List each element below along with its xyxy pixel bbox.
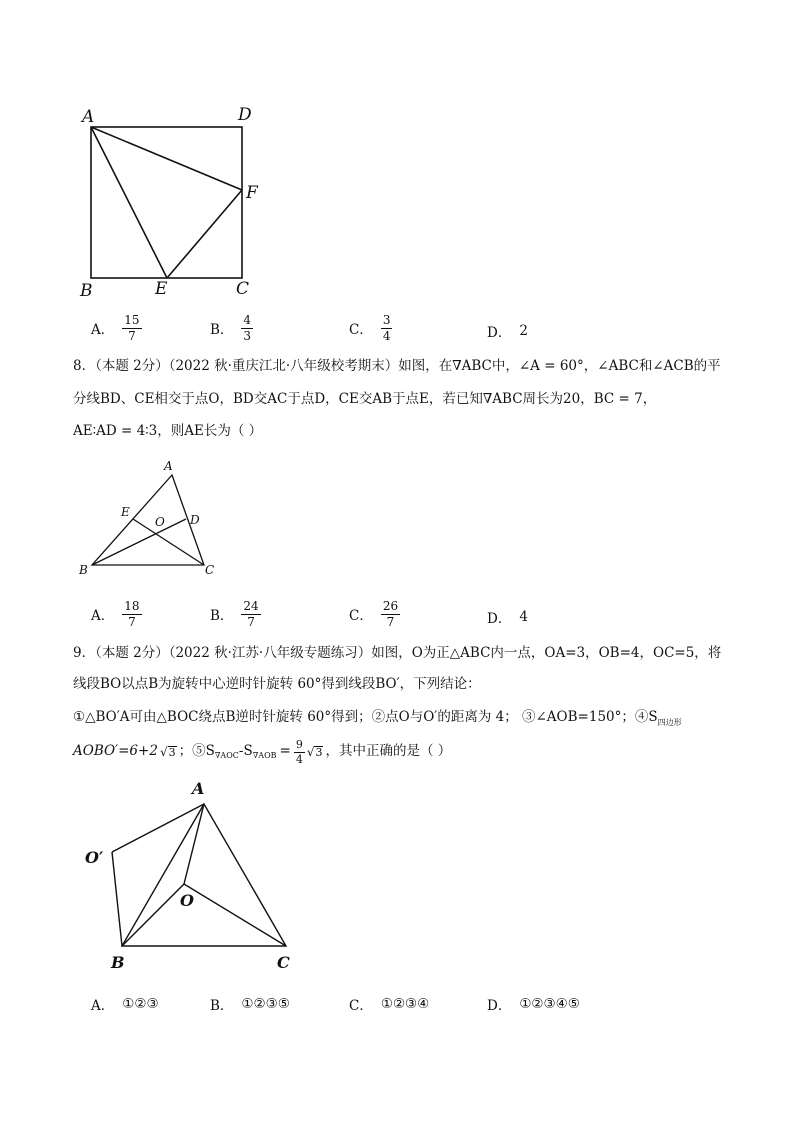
option-label: C． [349,322,373,339]
option-value: ①②③④⑤ [519,996,580,1012]
triangle-abc [122,804,286,946]
subscript-quadrilateral: 四边形 [657,718,682,727]
q8-line-1: 8．（本题 2分）（2022 秋·重庆江北·八年级校考期末）如图，在∇ABC中，∠A = 60°，∠ABC和∠ACB的平 [73,358,721,374]
option-value: ①②③④ [380,996,430,1012]
label-B: B [111,953,125,972]
option-fraction: $\frac{26}{7}$ [382,599,399,629]
q9-option-a[interactable] [91,994,159,1014]
segment-oa [184,804,204,884]
square-abcd [91,127,242,278]
label-C: C [236,279,250,299]
q9-line-3: ①△BO′A可由△BOC绕点B逆时针旋转 60°得到；②点O与O′的距离为 4； ③∠AOB=150°；$④S_{四边形}$ [73,709,682,727]
q9-line-4: AOBO′=6+2 √ 3 ；⑤S ∇AOC -S ∇AOB = $\frac{9}{4}$ √ 3 ，其中正确的是（ ） [73,737,452,766]
option-value: ①②③⑤ [241,996,290,1012]
option-label: B． [210,608,234,625]
label-A: A [82,107,95,127]
option-label: B． [210,322,234,339]
q8-line-2: 分线BD、CE相交于点O，BD交AC于点D，CE交AB于点E，若已知∇ABC周长为20，BC = 7， [73,391,657,407]
q9-option-d[interactable] [487,994,580,1014]
sqrt-3-b: √ 3 [306,745,323,759]
label-E: E [155,279,168,299]
triangle-abc [92,475,204,565]
q7-option-c[interactable] [349,314,392,342]
figure-triangle-bisectors [0,455,793,585]
label-B: B [80,281,93,301]
option-label: B． [210,998,234,1014]
sqrt-3: √ 3 [159,745,176,759]
segment-ae [91,127,167,278]
option-label: D． [487,325,512,341]
label-E: E [121,505,130,519]
label-D: D [190,513,200,527]
q9-line-1: 9．（本题 2分）（2022 秋·江苏·八年级专题练习）如图，O为正△ABC内一点，OA=3，OB=4，OC=5，将 [73,645,722,661]
option-label: A． [91,998,115,1014]
q8-option-a[interactable] [91,600,142,628]
option-fraction: $\frac{4}{3}$ [243,313,252,343]
label-C: C [205,563,215,577]
option-fraction: $\frac{3}{4}$ [382,313,391,343]
label-O: O [155,515,165,529]
option-fraction: $\frac{15}{7}$ [124,313,140,343]
option-fraction: $\frac{24}{7}$ [243,599,259,629]
q8-option-c[interactable] [349,600,400,628]
segment-af [91,127,242,190]
option-fraction: $\frac{18}{7}$ [124,599,140,629]
figure-equilateral-rotation [0,770,793,980]
q7-option-d[interactable] [487,321,528,341]
label-D: D [238,105,252,125]
q8-option-b[interactable] [210,600,261,628]
label-B: B [79,563,88,577]
option-label: A． [91,608,115,625]
fraction-9-4: $\frac{9}{4}$ [295,737,303,766]
label-F: F [246,183,258,203]
figure-square-abcd [0,0,793,320]
q7-option-a[interactable] [91,314,142,342]
label-O-prime: O′ [85,848,104,867]
q8-line-3: AE∶AD = 4∶3，则AE长为（ ） [73,423,263,439]
label-C: C [277,953,290,972]
label-A: A [164,459,173,473]
option-label: C． [349,608,373,625]
option-label: C． [349,998,373,1014]
q8-option-d[interactable] [487,607,528,627]
label-O: O [180,891,194,910]
option-value: ①②③ [122,996,159,1012]
option-value: 2 [519,323,528,339]
option-value: 4 [519,609,528,625]
option-label: D． [487,611,512,627]
q9-option-c[interactable] [349,994,429,1014]
label-A: A [192,779,205,798]
q9-option-b[interactable] [210,994,290,1014]
segment-bo-prime [112,852,122,946]
q7-option-b[interactable] [210,314,253,342]
segment-oc [184,884,286,946]
segment-ef [167,190,242,278]
option-label: A． [91,322,115,339]
option-label: D． [487,998,512,1014]
bisector-bd [92,519,186,565]
q9-line-2: 线段BO以点B为旋转中心逆时针旋转 60°得到线段BO′，下列结论： [73,676,481,692]
